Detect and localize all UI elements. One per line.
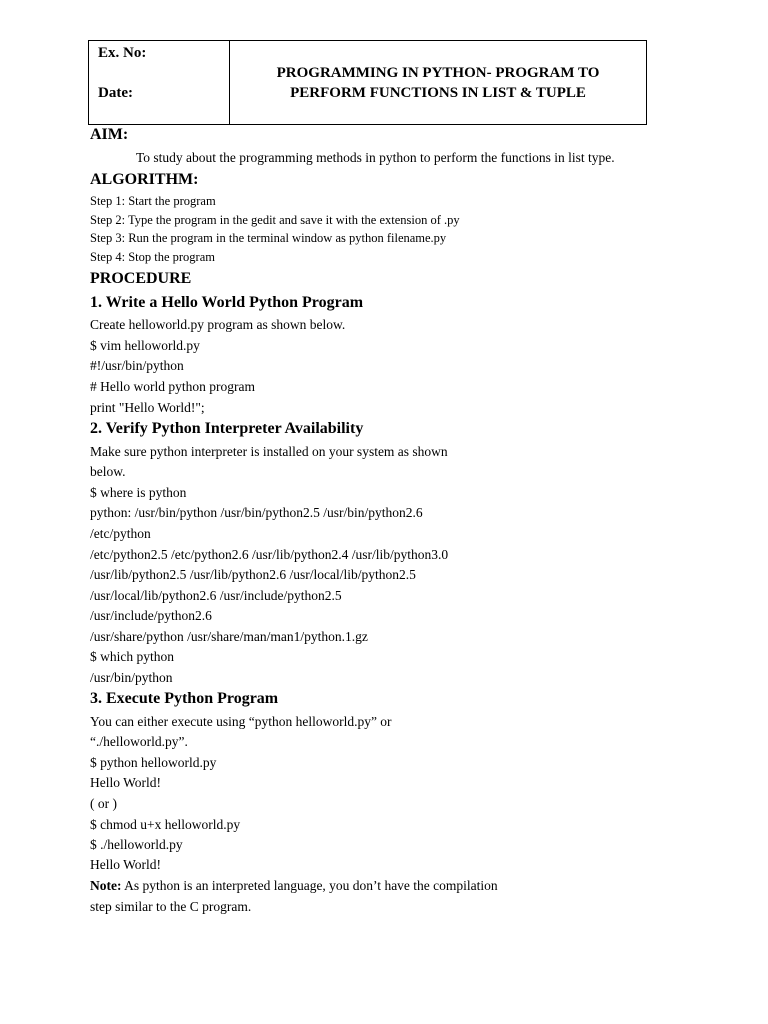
section-3-line: $ ./helloworld.py [90, 837, 183, 852]
section-2-line: /usr/share/python /usr/share/man/man1/python.1.gz [90, 629, 368, 644]
algorithm-heading: ALGORITHM: [90, 171, 199, 188]
section-2-line: /etc/python2.5 /etc/python2.6 /usr/lib/python2.4 /usr/lib/python3.0 [90, 547, 449, 562]
header-title-cell [230, 41, 646, 124]
title-line-2: PERFORM FUNCTIONS IN LIST & TUPLE [290, 84, 586, 101]
section-3-line: Hello World! [90, 857, 162, 872]
section-3-line: You can either execute using “python helloworld.py” or [90, 714, 392, 729]
section-1-title: 1. Write a Hello World Python Program [90, 294, 364, 311]
section-2-line: /usr/lib/python2.5 /usr/lib/python2.6 /usr/local/lib/python2.5 [90, 567, 416, 582]
algorithm-step: Step 1: Start the program [90, 194, 216, 208]
header-table [88, 40, 647, 125]
section-1-line: $ vim helloworld.py [90, 338, 200, 353]
section-2-line: /usr/include/python2.6 [90, 608, 212, 623]
note-text: As python is an interpreted language, you don’t have the compilation [121, 878, 498, 893]
section-3-line: Hello World! [90, 775, 162, 790]
algorithm-step: Step 3: Run the program in the terminal window as python filename.py [90, 231, 447, 245]
section-2-line: python: /usr/bin/python /usr/bin/python2.5 /usr/bin/python2.6 [90, 505, 423, 520]
section-3-line: ( or ) [90, 796, 117, 811]
section-1-line: print "Hello World!"; [90, 400, 205, 415]
section-2-line: Make sure python interpreter is installed on your system as shown [90, 444, 448, 459]
section-2-title: 2. Verify Python Interpreter Availability [90, 420, 364, 437]
ex-no-label: Ex. No: [98, 45, 147, 61]
section-3-line: $ chmod u+x helloworld.py [90, 817, 241, 832]
note-line-2: step similar to the C program. [90, 899, 252, 914]
section-1-line: #!/usr/bin/python [90, 358, 184, 373]
algorithm-step: Step 2: Type the program in the gedit and save it with the extension of .py [90, 213, 460, 227]
title-line-1: PROGRAMMING IN PYTHON- PROGRAM TO [276, 64, 600, 81]
aim-text: To study about the programming methods in python to perform the functions in list type. [136, 150, 615, 165]
date-label: Date: [98, 85, 133, 101]
section-2-line: /etc/python [90, 526, 151, 541]
section-2-line: $ which python [90, 649, 174, 664]
note-line [90, 878, 498, 894]
section-3-line: “./helloworld.py”. [90, 734, 188, 749]
section-2-line: /usr/local/lib/python2.6 /usr/include/python2.5 [90, 588, 342, 603]
note-label: Note: [90, 878, 122, 893]
header-left-cell [89, 41, 230, 124]
section-1-line: # Hello world python program [90, 379, 255, 394]
section-2-line: below. [90, 464, 126, 479]
section-2-line: /usr/bin/python [90, 670, 173, 685]
aim-heading: AIM: [90, 126, 129, 143]
section-3-title: 3. Execute Python Program [90, 690, 279, 707]
section-1-line: Create helloworld.py program as shown below. [90, 317, 346, 332]
section-3-line: $ python helloworld.py [90, 755, 217, 770]
algorithm-step: Step 4: Stop the program [90, 250, 215, 264]
procedure-heading: PROCEDURE [90, 270, 192, 287]
section-2-line: $ where is python [90, 485, 187, 500]
